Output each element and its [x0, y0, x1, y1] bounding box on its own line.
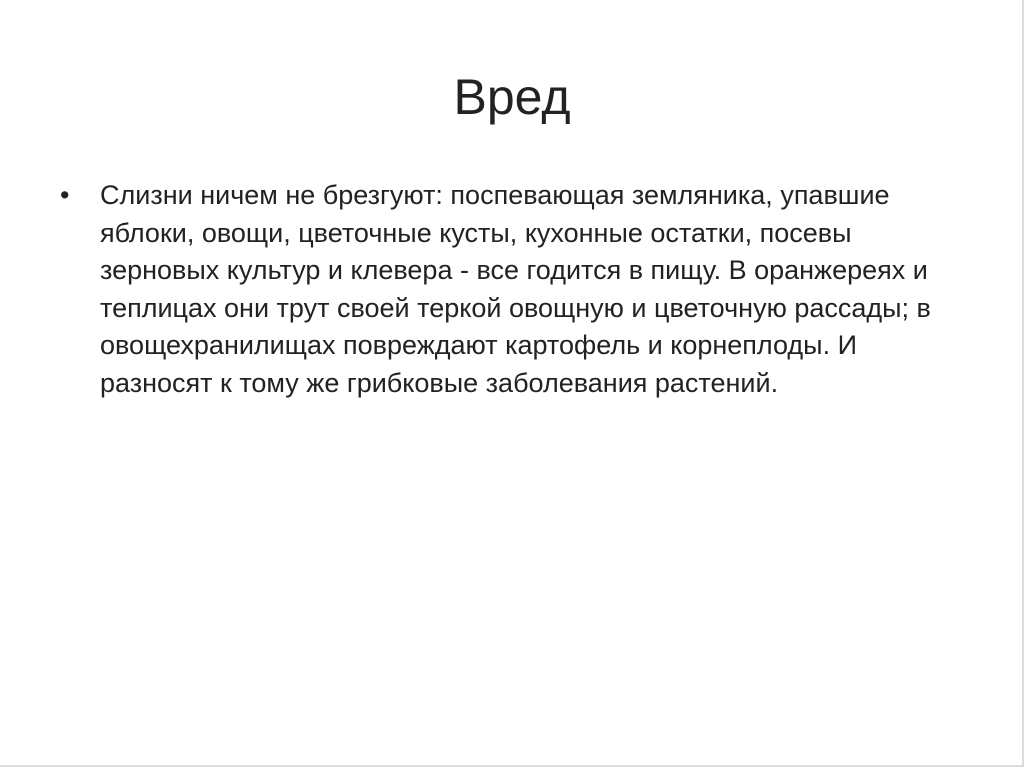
bullet-item [60, 177, 960, 402]
bullet-marker: • [60, 180, 70, 210]
slide-body [60, 177, 960, 402]
bullet-text: Слизни ничем не брезгуют: поспевающая земляника, упавшие яблоки, овощи, цветочные кусты, кухонные остатки, посевы зерновых культур и клевера - все годится в пищу. В оранжереях и теплицах они трут своей теркой овощную и цветочную рассады; в овощехранилищах повреждают картофель и корнеплоды. И разносят к тому же грибковые заболевания растений. [100, 180, 931, 398]
bullet-list [60, 177, 960, 402]
slide-title: Вред [453, 69, 571, 125]
